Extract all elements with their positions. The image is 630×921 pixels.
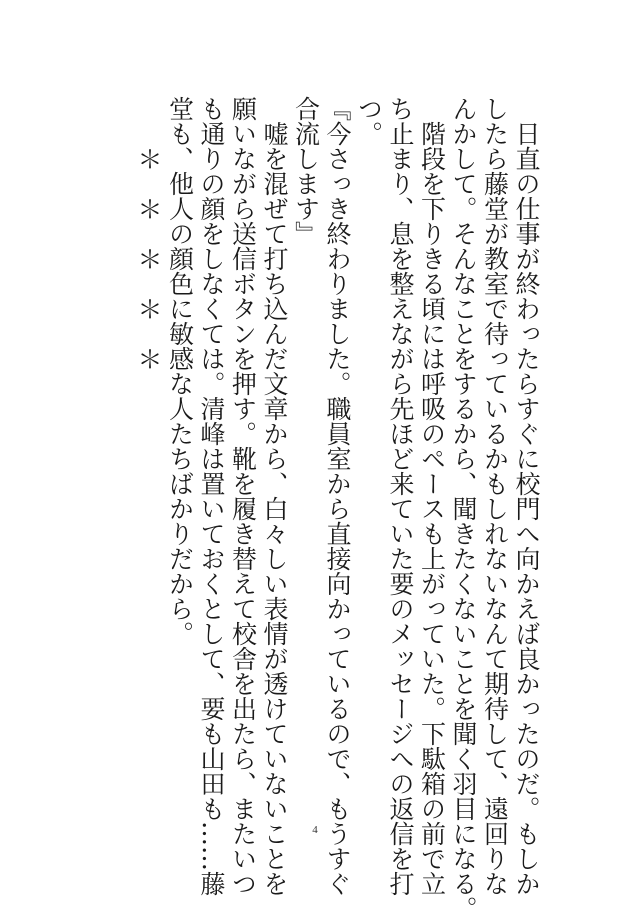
text-line: つ。 <box>354 96 384 146</box>
text-line: 嘘を混ぜて打ち込んだ文章から、白々しい表情が透けていないことを <box>260 96 289 896</box>
text-line: 堂も、他人の顔色に敏感な人たちばかりだから。 <box>165 96 195 646</box>
text-line: ち止まり、息を整えながら先ほど来ていた要のメッセージへの返信を打 <box>386 96 415 896</box>
text-line: 『今さっき終わりました。職員室から直接向かっているので、もうすぐ <box>323 96 352 896</box>
vertical-text-body <box>133 96 543 921</box>
text-line: も通りの顔をしなくては。清峰は置いておくとして、要も山田も……藤 <box>197 96 226 896</box>
text-line: 合流します』 <box>291 96 321 246</box>
text-line: んかして。そんなことをするから、聞きたくないことを聞く羽目になる。 <box>449 96 478 921</box>
text-line: したら藤堂が教室で待っているかもしれないなんて期待して、遠回りな <box>480 96 510 896</box>
text-line: 日直の仕事が終わったらすぐに校門へ向かえば良かったのだ。もしか <box>512 96 541 896</box>
text-line: 願いながら送信ボタンを押す。靴を履き替えて校舎を出たら、またいつ <box>228 96 258 896</box>
section-break: ＊ ＊ ＊ ＊ ＊ <box>134 96 163 371</box>
text-line: 階段を下りきる頃には呼吸のペースも上がっていた。下駄箱の前で立 <box>417 96 447 896</box>
page-number: 4 <box>312 824 318 836</box>
